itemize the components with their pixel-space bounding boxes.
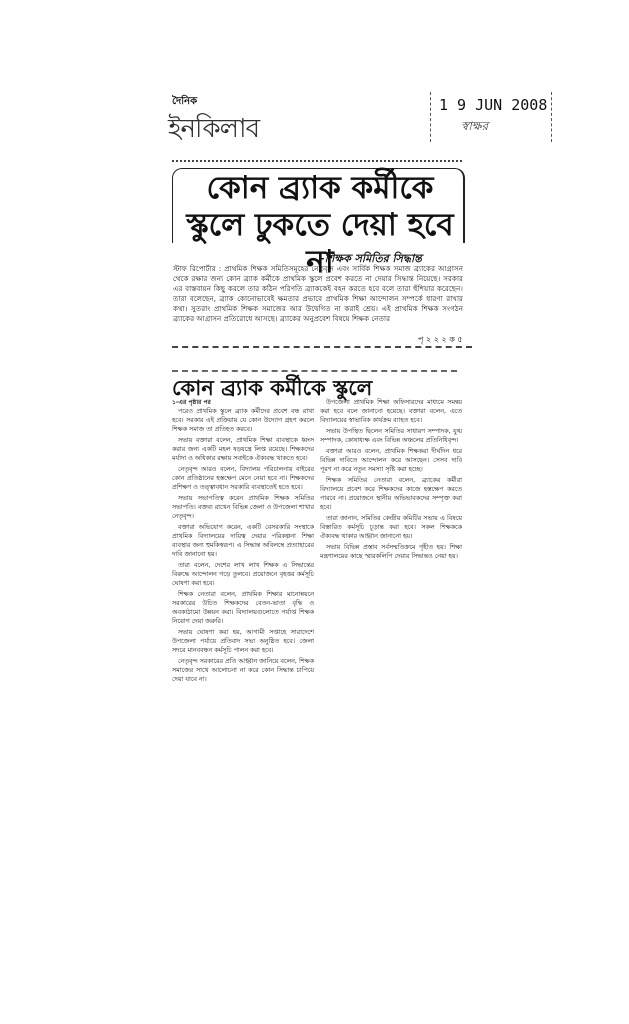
paragraph: নেতৃবৃন্দ আরও বলেন, বিদ্যালয় পরিচালনায় বাইরের কোন প্রতিষ্ঠানের হস্তক্ষেপ মেনে নেয়া হবে না। শিক্ষকদের প্রশিক্ষণ ও তত্ত্বাবধান সরকারি ব্যবস্থাতেই হতে হবে।	[172, 466, 314, 491]
paragraph: সভায় উপস্থিত ছিলেন সমিতির সাধারণ সম্পাদক, যুগ্ম সম্পাদক, কোষাধ্যক্ষ এবং বিভিন্ন অঞ্চলের প্রতিনিধিবৃন্দ।	[320, 428, 462, 444]
stamp-date: 1 9 JUN 2008	[439, 96, 548, 114]
paragraph: পরেও প্রাথমিক স্কুলে ব্র্যাক কর্মীদের প্রবেশ বন্ধ রাখা হবে। সরকার এই প্রক্রিয়ায় যে কোন উদ্যোগ গ্রহণ করলে শিক্ষক সমাজ তা প্রতিহত করবে।	[172, 408, 314, 433]
paragraph: তারা বলেন, দেশের লাখ লাখ শিক্ষক এ সিদ্ধান্তের বিরুদ্ধে আন্দোলন গড়ে তুলবে। প্রয়োজনে বৃহত্তর কর্মসূচি ঘোষণা করা হবে।	[172, 562, 314, 587]
paragraph: সভায় সভাপতিত্ব করেন প্রাথমিক শিক্ষক সমিতির সভাপতি। বক্তব্য রাখেন বিভিন্ন জেলা ও উপজেলা শাখার নেতৃবৃন্দ।	[172, 495, 314, 520]
newspaper-masthead: ইনকিলাব	[168, 114, 260, 144]
continuation-headline: কোন ব্র্যাক কর্মীকে স্কুলে	[172, 376, 373, 400]
continued-marker: পৃ ২ ২ ২ ক ৫	[418, 335, 463, 344]
paragraph: সভায় বক্তারা বলেন, প্রাথমিক শিক্ষা ব্যবস্থাকে ধ্বংস করার জন্য একটি মহল ষড়যন্ত্রে লিপ্ত রয়েছে। শিক্ষকদের মর্যাদা ও অধিকার রক্ষায় সবাইকে ঐক্যবদ্ধ থাকতে হবে।	[172, 437, 314, 462]
paragraph: বক্তারা আরও বলেন, প্রাথমিক শিক্ষকরা দীর্ঘদিন ধরে বিভিন্ন দাবিতে আন্দোলন করে আসছেন। সেসব দাবি পূরণ না করে নতুন সমস্যা সৃষ্টি করা হচ্ছে।	[320, 448, 462, 473]
date-stamp	[430, 92, 552, 142]
divider	[172, 346, 472, 348]
paragraph: শিক্ষক সমিতির নেতারা বলেন, ব্র্যাকের কর্মীরা বিদ্যালয়ে প্রবেশ করে শিক্ষকদের কাজে হস্তক্ষেপ করতে পারবে না। প্রয়োজনে স্থানীয় অভিভাবকদের সম্পৃক্ত করা হবে।	[320, 477, 462, 511]
stamp-signature: স্বাক্ষর	[461, 119, 489, 133]
newspaper-label: দৈনিক	[172, 96, 198, 107]
paragraph: শিক্ষক নেতারা বলেন, প্রাথমিক শিক্ষার মানোন্নয়নে সরকারের উচিত শিক্ষকদের বেতন-ভাতা বৃদ্ধি ও অবকাঠামো উন্নয়ন করা। বিদ্যালয়গুলোতে পর্যাপ্ত শিক্ষক নিয়োগ দেয়া জরুরি।	[172, 591, 314, 625]
paragraph: উপজেলা প্রাথমিক শিক্ষা অফিসারদের মাধ্যমে সমন্বয় করা হবে বলে জানানো হয়েছে। বক্তারা বলেন, এতে বিদ্যালয়ের স্বাভাবিক কার্যক্রম ব্যাহত হবে।	[320, 399, 462, 424]
dateline: ১-এর পৃষ্ঠার পর	[172, 399, 211, 406]
paragraph: সভায় ঘোষণা করা হয়, আগামী সপ্তাহে সারাদেশে উপজেলা পর্যায়ে প্রতিবাদ সভা অনুষ্ঠিত হবে। জেলা সদরে মানববন্ধন কর্মসূচি পালন করা হবে।	[172, 629, 314, 654]
paragraph: তারা জানান, সমিতির কেন্দ্রীয় কমিটির সভায় এ বিষয়ে বিস্তারিত কর্মসূচি চূড়ান্ত করা হবে। সকল শিক্ষককে ঐক্যবদ্ধ থাকার আহ্বান জানানো হয়।	[320, 515, 462, 540]
article-subheadline: -শিক্ষক সমিতির সিদ্ধান্ত	[320, 252, 422, 265]
article-headline: কোন ব্র্যাক কর্মীকে স্কুলে ঢুকতে দেয়া হবে না	[186, 170, 454, 280]
paragraph: সভায় বিভিন্ন প্রস্তাব সর্বসম্মতিক্রমে গৃহীত হয়। শিক্ষা মন্ত্রণালয়ের কাছে স্মারকলিপি দেয়ার সিদ্ধান্তও নেয়া হয়।	[320, 544, 462, 560]
article-intro: স্টাফ রিপোর্টার : প্রাথমিক শিক্ষক সমিতিসমূহের নেতৃবৃন্দ এবং সার্বিক শিক্ষক সমাজ ব্র্যাকের আগ্রাসন থেকে রক্ষার জন্য কোন ব্র্যাক কর্মীকে প্রাথমিক স্কুলে প্রবেশ করতে না দেয়ার সিদ্ধান্ত নিয়েছে। সরকার এর বাস্তবায়ন কিছু করলে তার কঠিন পরিণতি ব্র্যাককেই বহন করতে হবে বলে তারা হুঁশিয়ার করেছেন। তারা বলেছেন, ব্র্যাক কোনোভাবেই ক্ষমতার প্রভাবে প্রাথমিক শিক্ষা আন্দোলন সম্পর্কে ধারণা রাখার কথা। সুতরাং প্রাথমিক শিক্ষক সমাজের আর উদ্বেগিত না করাই শ্রেয়। এই প্রাথমিক শিক্ষক সংগঠন ব্র্যাকের আগ্রাসন প্রতিরোধে আসছে। ব্র্যাকের অনুপ্রবেশ বিষয়ে শিক্ষক নেতার	[173, 264, 463, 323]
paragraph: বক্তারা অভিযোগ করেন, একটি বেসরকারি সংস্থাকে প্রাথমিক বিদ্যালয়ের দায়িত্ব দেয়ার পরিকল্পনা শিক্ষা ব্যবস্থার জন্য হুমকিস্বরূপ। এ সিদ্ধান্ত অবিলম্বে প্রত্যাহারের দাবি জানানো হয়।	[172, 524, 314, 558]
paragraph: নেতৃবৃন্দ সরকারের প্রতি আহ্বান জানিয়ে বলেন, শিক্ষক সমাজের সাথে আলোচনা না করে কোন সিদ্ধান্ত চাপিয়ে দেয়া যাবে না।	[172, 658, 314, 683]
right-column	[320, 398, 462, 763]
left-column	[172, 398, 314, 1003]
divider	[172, 160, 462, 162]
